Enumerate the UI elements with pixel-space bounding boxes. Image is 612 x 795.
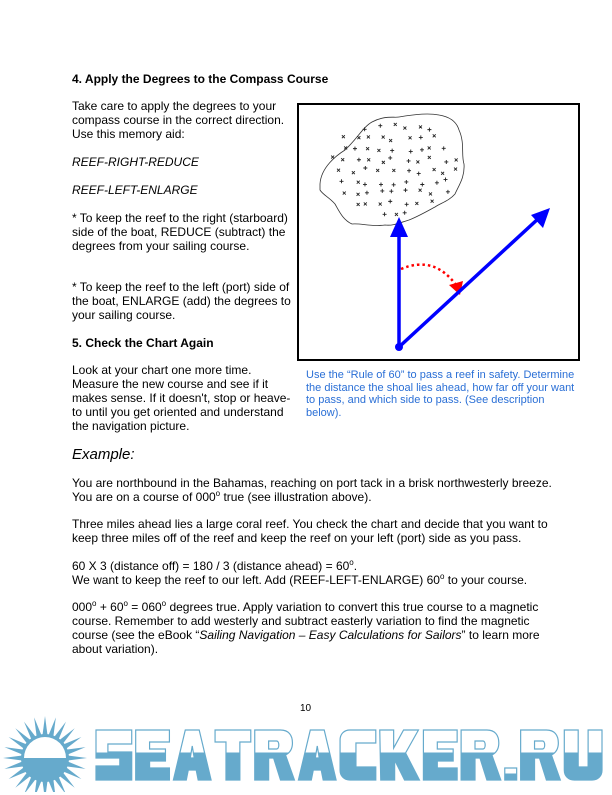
section-5-heading: 5. Check the Chart Again [72,336,214,350]
reef-rock-mark [392,183,396,187]
reef-rock-mark [431,200,434,203]
sun-ray [67,755,87,760]
reef-rock-mark [378,124,382,128]
reef-rock-mark [420,182,424,186]
reef-rock-mark [416,160,419,163]
reef-rock-mark [379,182,383,186]
sun-icon [3,716,87,792]
reef-rock-mark [337,169,340,172]
reef-rock-mark [377,149,380,152]
example-heading: Example: [72,446,135,463]
reef-rock-mark [403,211,407,215]
reef-rock-mark [364,202,367,205]
example-paragraph-3: 60 X 3 (distance off) = 180 / 3 (distance ahead) = $60^o$. We want to keep the reef to our left. Add (REEF-LEFT-ENLARGE) 60$^o$ to your course. [72,558,528,587]
reef-rock-mark [429,192,432,195]
example-paragraph-4: $000^o + 60^o = 060^o$ degrees true. Apply variation to convert this true course to a magnetic course. Remember to add westerly and subtract easterly variation to find the magnetic course (see the eBook “Sailing Navigation – Easy Calculations for Sailors” to learn more about variation). [72,599,540,656]
reef-rock-mark [341,158,344,161]
example-paragraph-2: Three miles ahead lies a large coral reef. You check the chart and decide that you want to keep three miles off of the reef and keep the reef on your left (port) side as you pass. [72,517,548,545]
reef-outline [320,114,464,226]
reef-rock-mark [444,177,448,181]
reef-rock-mark [394,123,397,126]
reef-rock-mark [407,159,411,163]
reef-rock-mark [389,139,392,142]
reef-rock-mark [357,193,360,196]
reef-rock-mark [379,203,382,206]
reef-rock-mark [409,150,413,154]
rule-of-60-diagram [297,103,580,361]
reef-rock-mark [343,192,346,195]
reef-rock-mark [383,212,387,216]
reef-rock-mark [441,172,444,175]
reef-rock-mark [435,181,439,185]
section-4-heading: 4. Apply the Degrees to the Compass Course [72,72,329,86]
bullet-reef-left: * To keep the reef to the left (port) side of the boat, ENLARGE (add) the degrees to your sailing course. [72,280,291,322]
reef-rock-mark [352,171,355,174]
example-paragraph-1: You are northbound in the Bahamas, reaching on port tack in a brisk northwesterly breeze. You are on a course of 000$^o$ true (see illustration above). [72,476,552,504]
reef-rock-mark [331,156,334,159]
new-course-line [399,218,539,347]
reef-rock-mark [433,134,436,137]
reef-rock-mark [405,202,409,206]
reef-rock-mark [388,156,392,160]
reef-rock-mark [433,168,436,171]
reef-rock-mark [404,188,408,192]
reef-rock-mark [388,199,392,203]
reef-rock-mark [340,179,344,183]
reef-rock-mark [409,136,412,139]
reef-rock-mark [419,125,422,128]
reef-rock-mark [363,182,367,186]
reef-rock-mark [363,166,367,170]
reef-rock-mark [419,135,423,139]
red-angle-arc [401,265,456,285]
reef-rock-mark [395,213,398,216]
reef-rock-mark [442,146,446,150]
reef-rock-mark [367,158,370,161]
reef-rock-marks [331,123,458,216]
reef-rock-mark [353,147,357,151]
reef-rock-mark [357,158,361,162]
sun-ray [42,716,47,736]
reef-rock-mark [428,146,431,149]
reef-rock-mark [420,148,424,152]
reef-rock-mark [419,189,422,192]
reef-rock-mark [404,180,408,184]
watermark-lettering [96,730,602,780]
section-5-body: Look at your chart one more time. Measure the new course and see if it makes sense. If it doesn't, stop or heave-to until you get oriented and understand the navigation picture. [72,363,291,433]
reef-rock-mark [380,189,384,193]
reef-rock-mark [357,181,360,184]
reef-rock-mark [376,169,379,172]
memory-aid-right: REEF-RIGHT-REDUCE [72,155,199,169]
reef-rock-mark [342,135,345,138]
reef-rock-mark [417,172,421,176]
reef-rock-mark [390,149,394,153]
reef-rock-mark [382,136,385,139]
reef-rock-mark [367,135,370,138]
reef-rock-mark [389,189,393,193]
reef-rock-mark [357,136,360,139]
page-number: 10 [300,703,312,714]
figure-caption: Use the “Rule of 60” to pass a reef in safety. Determine the distance the shoal lies ahead, how far off your want to pass, and which side to pass. (See description below). [306,369,575,419]
bullet-reef-right: * To keep the reef to the right (starboard) side of the boat, REDUCE (subtract) the degrees from your sailing course. [72,211,288,253]
reef-rock-mark [444,160,448,164]
reef-rock-mark [366,147,369,150]
reef-rock-mark [407,169,411,173]
reef-rock-mark [365,191,369,195]
reef-rock-mark [427,128,431,132]
reef-rock-mark [446,190,450,194]
sun-ray [3,755,23,760]
reef-rock-mark [357,203,360,206]
reef-rock-mark [392,169,395,172]
reef-rock-mark [363,127,367,131]
reef-rock-mark [454,168,457,171]
reef-rock-mark [428,156,431,159]
original-course-arrowhead [390,217,408,237]
section-4-intro: Take care to apply the degrees to your compass course in the correct direction. Use this memory aid: [72,99,285,141]
reef-rock-mark [382,161,385,164]
reef-rock-mark [455,158,458,161]
reef-rock-mark [415,202,418,205]
memory-aid-left: REEF-LEFT-ENLARGE [72,183,198,197]
reef-rock-mark [403,127,406,130]
boat-position-dot [395,343,403,351]
